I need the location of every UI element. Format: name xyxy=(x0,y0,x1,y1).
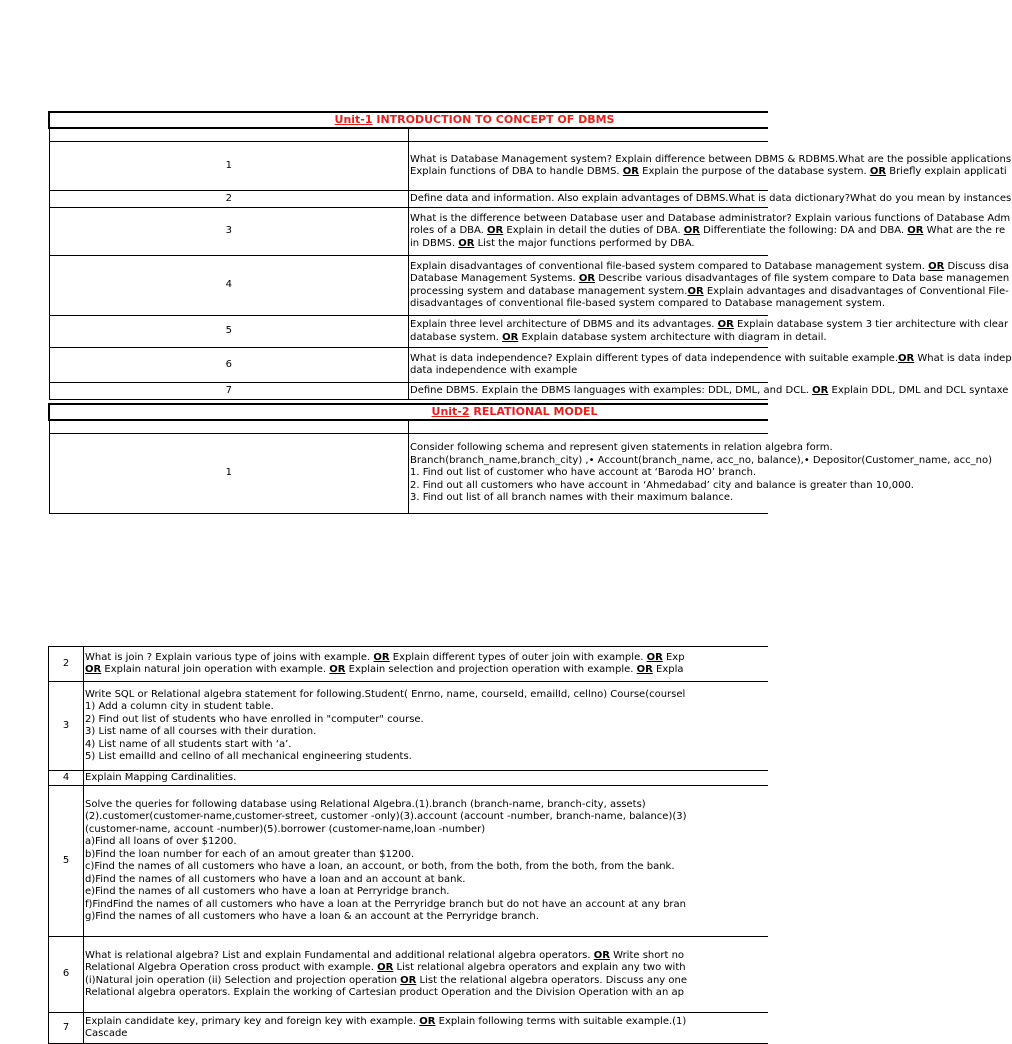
question-segment: g)Find the names of all customers who have a loan & an account at the Perryridge branch. xyxy=(85,911,539,922)
question-number: 7 xyxy=(49,383,409,400)
unit-2-heading: RELATIONAL MODEL xyxy=(469,404,598,418)
question-row xyxy=(49,383,768,400)
question-segment: Explain selection and projection operation with example. xyxy=(345,664,637,675)
or-separator: OR xyxy=(898,352,915,364)
question-line xyxy=(85,689,768,702)
question-text xyxy=(409,316,1009,348)
question-line xyxy=(410,273,1010,286)
question-segment: Describe various disadvantages of file system compare to Data base managemen xyxy=(595,273,1010,284)
question-segment: in DBMS. xyxy=(410,237,459,249)
question-segment: disadvantages of conventional file-based system compared to Database management system. xyxy=(410,298,886,309)
question-number: 5 xyxy=(49,786,84,937)
question-segment: Explain the purpose of the database system. xyxy=(639,166,870,177)
or-separator: OR xyxy=(419,1015,436,1027)
unit-2-table-continued xyxy=(48,646,768,1044)
question-number: 1 xyxy=(49,142,409,191)
or-separator: OR xyxy=(502,331,519,343)
question-text xyxy=(84,771,769,786)
question-segment: Explain disadvantages of conventional file-based system compared to Database management system. xyxy=(410,260,929,272)
question-segment: Explain candidate key, primary key and foreign key with example. xyxy=(85,1015,420,1027)
question-row xyxy=(49,682,769,771)
unit-1-heading: INTRODUCTION TO CONCEPT OF DBMS xyxy=(372,112,615,126)
question-segment: Explain different types of outer join with example. xyxy=(389,651,647,663)
question-segment: Write SQL or Relational algebra statement for following.Student( Enrno, name, courseId, emailId, cellno) Course(coursel xyxy=(85,688,686,700)
unit-2-table xyxy=(48,403,993,514)
or-separator: OR xyxy=(687,285,704,297)
question-segment: Branch(branch_name,branch_city) ,• Account(branch_name, acc_no, balance),• Depositor(Customer_name, acc_no) xyxy=(410,454,993,466)
question-line xyxy=(410,238,768,251)
question-segment: What is Database Management system? Explain difference between DBMS & RDBMS.What are the possible applications xyxy=(410,153,1012,165)
question-row xyxy=(49,256,768,316)
question-number: 2 xyxy=(49,647,84,682)
question-row xyxy=(49,348,768,383)
question-segment: List the relational algebra operators. Discuss any one xyxy=(416,974,688,986)
question-line xyxy=(85,1028,768,1041)
question-row xyxy=(49,434,768,514)
or-separator: OR xyxy=(622,166,639,177)
question-number: 6 xyxy=(49,348,409,383)
question-line xyxy=(85,714,768,727)
question-segment: 1) Add a column city in student table. xyxy=(85,701,274,712)
question-line xyxy=(410,365,768,378)
question-row xyxy=(49,316,768,348)
question-segment: Explain in detail the duties of DBA. xyxy=(503,225,684,237)
question-segment: Database Management Systems. xyxy=(410,273,579,284)
question-line xyxy=(410,442,833,455)
question-segment: Relational Algebra Operation cross product with example. xyxy=(85,962,378,973)
question-line xyxy=(85,751,768,764)
question-line xyxy=(410,212,1011,226)
question-segment: 4) List name of all students start with ‘a’. xyxy=(85,738,292,750)
question-line xyxy=(85,899,768,912)
question-segment: Explain database system 3 tier architecture with clear xyxy=(733,319,1009,330)
question-segment: Relational algebra operators. Explain the working of Cartesian product Operation and the Division Operation with an ap xyxy=(85,987,684,998)
question-text xyxy=(409,383,1009,400)
question-line xyxy=(85,701,768,714)
question-segment: Explain following terms with suitable example.(1) xyxy=(435,1015,687,1027)
question-line xyxy=(85,987,768,1000)
question-segment: What is the difference between Database user and Database administrator? Explain various functions of Database Adm xyxy=(410,212,1011,224)
question-segment: What are the re xyxy=(923,225,1006,237)
unit-1-table xyxy=(48,111,1012,400)
question-number: 1 xyxy=(49,434,409,514)
question-line xyxy=(85,739,768,752)
question-line xyxy=(85,824,768,837)
question-text xyxy=(409,142,1012,191)
question-line xyxy=(410,285,1009,299)
unit-1-rows xyxy=(49,142,1012,400)
question-line xyxy=(410,467,768,480)
or-separator: OR xyxy=(458,237,475,249)
question-segment: (2).customer(customer-name,customer-street, customer -only)(3).account (account -number, branch-name, balance)(3) xyxy=(85,811,687,822)
unit-2-label: Unit-2 xyxy=(431,404,470,418)
question-line xyxy=(85,911,768,924)
question-line xyxy=(85,1016,768,1029)
question-line xyxy=(85,811,768,824)
question-segment: f)FindFind the names of all customers who have a loan at the Perryridge branch but do not have an account at any bran xyxy=(85,898,686,910)
unit-2-rows-page1 xyxy=(49,434,993,514)
question-line xyxy=(410,192,1012,206)
question-segment: (i)Natural join operation (ii) Selection and projection operation xyxy=(85,974,401,986)
question-line xyxy=(85,874,768,887)
question-number: 3 xyxy=(49,682,84,771)
or-separator: OR xyxy=(377,962,394,973)
question-segment: Solve the queries for following database using Relational Algebra.(1).branch (branch-name, branch-city, assets) xyxy=(85,798,646,810)
question-segment: Explain functions of DBA to handle DBMS. xyxy=(410,166,623,177)
question-line xyxy=(85,799,768,812)
question-segment: Cascade xyxy=(85,1028,128,1039)
question-line xyxy=(85,726,768,739)
question-segment: What is data indep xyxy=(914,352,1012,364)
question-row xyxy=(49,771,769,786)
question-segment: Explain three level architecture of DBMS and its advantages. xyxy=(410,319,718,330)
question-row xyxy=(49,937,769,1013)
question-line xyxy=(410,479,914,493)
question-row xyxy=(49,786,769,937)
question-text xyxy=(84,647,769,682)
question-segment: Expla xyxy=(652,664,684,675)
unit-2-title-row xyxy=(49,404,768,420)
question-text xyxy=(409,191,1012,208)
or-separator: OR xyxy=(636,664,653,675)
question-line xyxy=(410,384,1009,398)
question-number: 2 xyxy=(49,191,409,208)
question-number: 5 xyxy=(49,316,409,348)
question-number: 4 xyxy=(49,256,409,316)
question-segment: What is relational algebra? List and explain Fundamental and additional relational algebra operators. xyxy=(85,949,594,961)
question-segment: 3) List name of all courses with their duration. xyxy=(85,726,317,737)
question-line xyxy=(85,886,768,899)
question-line xyxy=(410,153,1012,167)
question-segment: Define data and information. Also explain advantages of DBMS.What is data dictionary?What do you mean by instances xyxy=(410,192,1012,204)
question-line xyxy=(85,849,768,862)
question-segment: What is join ? Explain various type of joins with example. xyxy=(85,651,374,663)
unit-1-title-row xyxy=(49,112,768,128)
question-line xyxy=(410,454,993,468)
question-line xyxy=(410,166,1007,179)
question-segment: 2) Find out list of students who have enrolled in "computer" course. xyxy=(85,713,424,725)
or-separator: OR xyxy=(928,260,945,272)
question-line xyxy=(85,975,768,988)
question-segment: e)Find the names of all customers who have a loan at Perryridge branch. xyxy=(85,886,450,897)
question-line xyxy=(85,861,768,874)
question-segment: roles of a DBA. xyxy=(410,225,488,237)
or-separator: OR xyxy=(329,664,346,675)
question-text xyxy=(84,937,769,1013)
question-line xyxy=(410,492,768,505)
or-separator: OR xyxy=(400,974,417,986)
question-segment: What is data independence? Explain different types of data independence with suitable example. xyxy=(410,352,899,364)
question-segment: database system. xyxy=(410,331,503,343)
question-segment: List the major functions performed by DBA. xyxy=(474,237,695,249)
question-segment: Explain DDL, DML and DCL syntaxe xyxy=(828,384,1009,396)
question-segment: (customer-name, account -number)(5).borrower (customer-name,loan -number) xyxy=(85,823,486,835)
question-line xyxy=(85,836,768,849)
unit-2-title xyxy=(51,406,768,419)
or-separator: OR xyxy=(578,273,596,284)
or-separator: OR xyxy=(373,651,390,663)
question-line xyxy=(85,652,768,665)
question-line xyxy=(85,962,768,975)
question-line xyxy=(85,950,768,963)
question-text xyxy=(409,348,1012,383)
question-row xyxy=(49,142,768,191)
unit-1-label: Unit-1 xyxy=(334,112,373,126)
unit-2-blank-row xyxy=(49,420,768,434)
question-segment: Explain advantages and disadvantages of Conventional File- xyxy=(703,285,1009,297)
question-line xyxy=(85,772,768,785)
question-segment: Briefly explain applicati xyxy=(886,166,1007,177)
question-segment: Explain database system architecture with diagram in detail. xyxy=(518,331,827,343)
unit-1-title xyxy=(51,114,768,127)
question-number: 7 xyxy=(49,1013,84,1044)
question-segment: c)Find the names of all customers who have a loan, an account, or both, from the both, from the both, from the bank. xyxy=(85,861,675,872)
question-number: 3 xyxy=(49,208,409,256)
or-separator: OR xyxy=(646,651,663,663)
question-segment: b)Find the loan number for each of an amout greater than $1200. xyxy=(85,848,415,860)
question-row xyxy=(49,191,768,208)
question-segment: processing system and database management system. xyxy=(410,285,688,297)
question-segment: a)Find all loans of over $1200. xyxy=(85,836,237,847)
question-text xyxy=(84,786,769,937)
or-separator: OR xyxy=(683,225,700,237)
question-text xyxy=(409,434,993,514)
question-segment: Consider following schema and represent given statements in relation algebra form. xyxy=(410,442,833,454)
question-segment: 5) List emailId and cellno of all mechanical engineering students. xyxy=(85,751,412,762)
question-segment: Write short no xyxy=(609,949,685,961)
question-row xyxy=(49,1013,769,1044)
question-number: 6 xyxy=(49,937,84,1013)
question-segment: d)Find the names of all customers who have a loan and an account at bank. xyxy=(85,873,466,885)
question-line xyxy=(410,319,1009,332)
or-separator: OR xyxy=(85,664,102,675)
question-segment: Exp xyxy=(662,651,685,663)
question-line xyxy=(410,331,827,345)
question-text xyxy=(84,1013,769,1044)
or-separator: OR xyxy=(869,166,887,177)
question-segment: 2. Find out all customers who have account in ‘Ahmedabad’ city and balance is greater than 10,000. xyxy=(410,479,914,491)
question-text xyxy=(409,256,1010,316)
question-segment: data independence with example xyxy=(410,365,578,376)
or-separator: OR xyxy=(907,225,924,237)
question-line xyxy=(410,225,1006,238)
question-segment: 3. Find out list of all branch names with their maximum balance. xyxy=(410,492,734,504)
unit-2-rows-page2 xyxy=(49,647,769,1044)
question-text xyxy=(84,682,769,771)
question-segment: Explain natural join operation with example. xyxy=(101,664,330,675)
question-line xyxy=(410,352,1012,366)
question-row xyxy=(49,208,768,256)
question-line xyxy=(85,664,768,677)
question-row xyxy=(49,647,769,682)
question-segment: List relational algebra operators and explain any two with xyxy=(393,962,686,973)
question-segment: 1. Find out list of customer who have account at ‘Baroda HO’ branch. xyxy=(410,467,757,479)
or-separator: OR xyxy=(717,319,734,330)
question-number: 4 xyxy=(49,771,84,786)
or-separator: OR xyxy=(487,225,504,237)
or-separator: OR xyxy=(593,949,610,961)
question-text xyxy=(409,208,1011,256)
question-line xyxy=(410,260,1010,274)
question-segment: Discuss disa xyxy=(944,260,1010,272)
question-segment: Explain Mapping Cardinalities. xyxy=(85,771,237,783)
unit-1-blank-row xyxy=(49,128,768,142)
question-line xyxy=(410,298,886,311)
or-separator: OR xyxy=(812,384,829,396)
question-segment: Differentiate the following: DA and DBA. xyxy=(699,225,908,237)
question-segment: Define DBMS. Explain the DBMS languages with examples: DDL, DML, and DCL. xyxy=(410,384,813,396)
